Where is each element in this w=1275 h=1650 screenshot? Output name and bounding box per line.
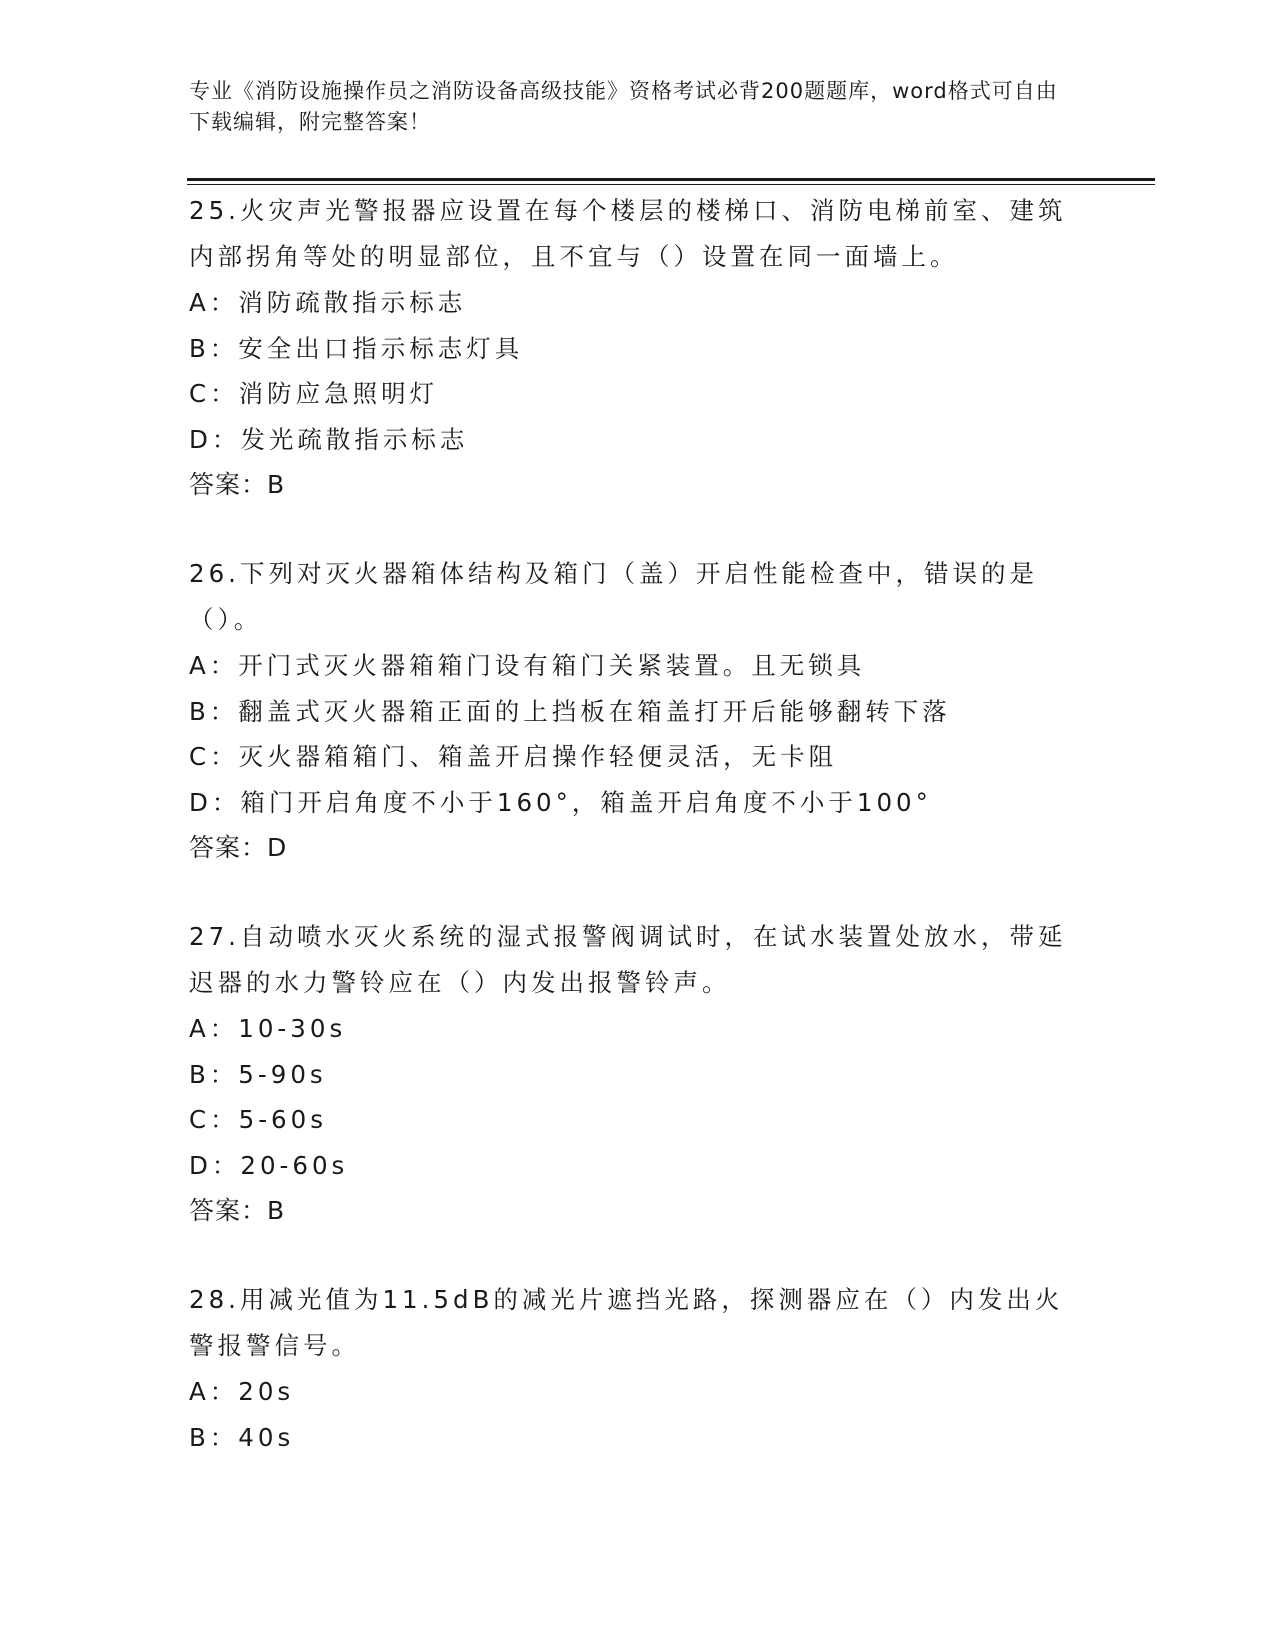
option-b: B：40s bbox=[189, 1422, 295, 1452]
question-stem: 27.自动喷水灭火系统的湿式报警阀调试时，在试水装置处放水，带延迟器的水力警铃应在（）内发出报警铃声。 bbox=[189, 922, 1067, 997]
question-stem: 25.火灾声光警报器应设置在每个楼层的楼梯口、消防电梯前室、建筑内部拐角等处的明显部位，且不宜与（）设置在同一面墙上。 bbox=[189, 196, 1067, 271]
question-stem: 28.用减光值为11.5dB的减光片遮挡光路，探测器应在（）内发出火警报警信号。 bbox=[189, 1285, 1064, 1360]
option-a: A：开门式灭火器箱箱门设有箱门关紧装置。且无锁具 bbox=[189, 651, 866, 680]
option-a: A：消防疏散指示标志 bbox=[189, 288, 467, 317]
option-b: B：翻盖式灭火器箱正面的上挡板在箱盖打开后能够翻转下落 bbox=[189, 696, 951, 726]
option-d: D：箱门开启角度不小于160°，箱盖开启角度不小于100° bbox=[189, 787, 932, 817]
document-header: 专业《消防设施操作员之消防设备高级技能》资格考试必背200题题库，word格式可自由下载编辑，附完整答案！ bbox=[189, 79, 1058, 134]
option-c: C：5-60s bbox=[189, 1105, 327, 1134]
header-divider-thin bbox=[187, 184, 1155, 185]
question-27 bbox=[189, 914, 1089, 1233]
answer-line: 答案：B bbox=[189, 470, 286, 499]
option-b: B：5-90s bbox=[189, 1059, 327, 1089]
question-26 bbox=[189, 551, 1089, 870]
question-25 bbox=[189, 188, 1089, 507]
question-stem: 26.下列对灭火器箱体结构及箱门（盖）开启性能检查中，错误的是（）。 bbox=[189, 559, 1038, 634]
option-d: D：发光疏散指示标志 bbox=[189, 424, 469, 454]
answer-line: 答案：B bbox=[189, 1196, 286, 1225]
option-d: D：20-60s bbox=[189, 1150, 349, 1180]
answer-line: 答案：D bbox=[189, 833, 288, 862]
option-a: A：20s bbox=[189, 1377, 295, 1406]
option-a: A：10-30s bbox=[189, 1014, 347, 1043]
option-c: C：消防应急照明灯 bbox=[189, 379, 439, 408]
header-divider-thick bbox=[187, 178, 1155, 181]
option-c: C：灭火器箱箱门、箱盖开启操作轻便灵活，无卡阻 bbox=[189, 742, 838, 771]
question-list bbox=[189, 188, 1089, 1504]
option-b: B：安全出口指示标志灯具 bbox=[189, 333, 524, 363]
question-28 bbox=[189, 1277, 1089, 1460]
